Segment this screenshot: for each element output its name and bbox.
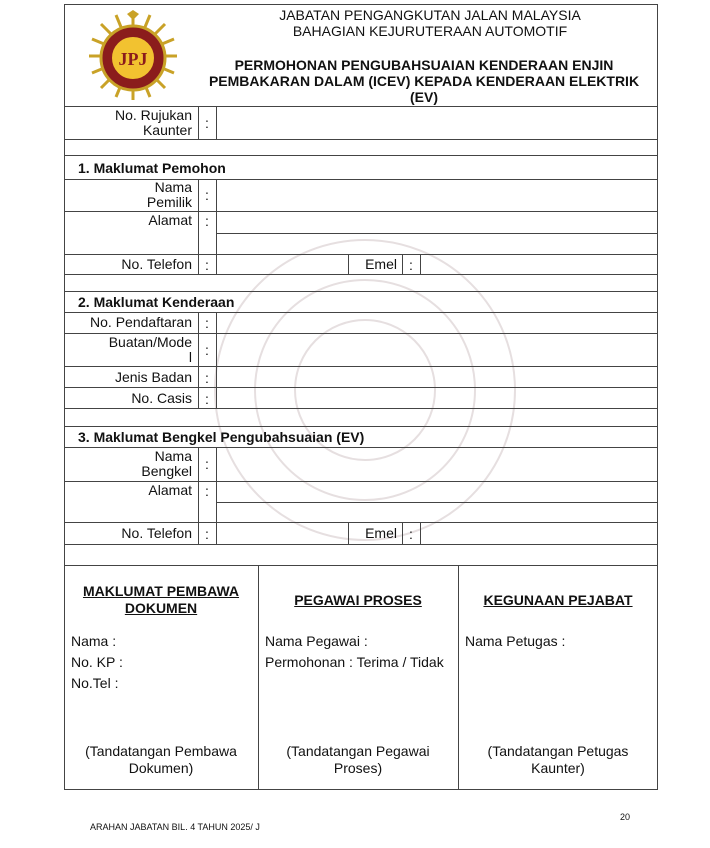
owner-address-field[interactable] — [217, 212, 657, 253]
owner-name-colon: : — [205, 187, 209, 203]
office-staff-name: Nama Petugas : — [465, 633, 566, 649]
office-box-title: KEGUNAAN PEJABAT — [483, 592, 633, 608]
body-type-field[interactable] — [217, 367, 657, 386]
officer-box-title: PEGAWAI PROSES — [294, 592, 422, 608]
form-title-line1: PERMOHONAN PENGUBAHSUAIAN KENDERAAN ENJIN — [234, 57, 614, 73]
registration-colon: : — [205, 315, 209, 331]
bearer-name: Nama : — [71, 633, 117, 649]
office-signature: (Tandatangan Petugas Kaunter) — [487, 743, 629, 776]
chassis-field[interactable] — [217, 388, 657, 407]
owner-address-label: Alamat — [148, 212, 192, 228]
model-field[interactable] — [217, 334, 657, 365]
agency-name: JABATAN PENGANGKUTAN JALAN MALAYSIA — [279, 7, 581, 23]
directive-reference: ARAHAN JABATAN BIL. 4 TAHUN 2025/ J — [90, 822, 260, 832]
bearer-signature: (Tandatangan Pembawa Dokumen) — [85, 743, 237, 776]
counter-ref-label: No. Rujukan Kaunter — [114, 107, 192, 138]
counter-ref-colon: : — [205, 115, 209, 131]
owner-email-colon: : — [409, 257, 413, 273]
section2-title: 2. Maklumat Kenderaan — [78, 294, 235, 310]
officer-name: Nama Pegawai : — [265, 633, 368, 649]
body-type-label: Jenis Badan — [114, 369, 192, 385]
body-type-colon: : — [205, 370, 209, 386]
workshop-phone-label: No. Telefon — [121, 525, 192, 541]
section3-title: 3. Maklumat Bengkel Pengubahsuaian (EV) — [78, 429, 365, 445]
owner-phone-field[interactable] — [217, 255, 347, 273]
registration-field[interactable] — [217, 313, 657, 332]
workshop-phone-field[interactable] — [217, 523, 347, 543]
chassis-label: No. Casis — [131, 390, 192, 406]
division-name: BAHAGIAN KEJURUTERAAN AUTOMOTIF — [292, 23, 568, 39]
workshop-email-label: Emel — [365, 525, 397, 541]
officer-application-status: Permohonan : Terima / Tidak — [265, 654, 444, 670]
workshop-address-field[interactable] — [217, 482, 657, 521]
chassis-colon: : — [205, 391, 209, 407]
officer-signature: (Tandatangan Pegawai Proses) — [286, 743, 430, 776]
owner-phone-label: No. Telefon — [121, 256, 192, 272]
page-number: 20 — [620, 812, 631, 822]
form-title-line2: PEMBAKARAN DALAM (ICEV) KEPADA KENDERAAN ELEKTRIK — [208, 73, 640, 89]
bearer-box-title: MAKLUMAT PEMBAWA DOKUMEN — [82, 583, 240, 616]
model-colon: : — [205, 342, 209, 358]
workshop-name-field[interactable] — [217, 448, 657, 480]
workshop-address-colon: : — [205, 483, 209, 499]
owner-address-colon: : — [205, 213, 209, 229]
workshop-address-label: Alamat — [148, 482, 192, 498]
counter-ref-field[interactable] — [217, 107, 657, 138]
owner-phone-colon: : — [205, 257, 209, 273]
bearer-ic: No. KP : — [71, 654, 123, 670]
workshop-name-label: Nama Bengkel — [141, 448, 192, 479]
owner-name-label: Nama Pemilik — [146, 179, 192, 210]
workshop-phone-colon: : — [205, 526, 209, 542]
owner-email-field[interactable] — [421, 255, 657, 273]
registration-label: No. Pendaftaran — [90, 314, 192, 330]
owner-name-field[interactable] — [217, 180, 657, 210]
svg-text:JPJ: JPJ — [118, 49, 148, 69]
bearer-tel: No.Tel : — [71, 675, 119, 691]
model-label: Buatan/Mode l — [108, 334, 192, 365]
jpj-logo-icon — [87, 10, 179, 102]
workshop-email-field[interactable] — [421, 523, 657, 543]
owner-email-label: Emel — [365, 256, 397, 272]
workshop-email-colon: : — [409, 526, 413, 542]
form-title-line3: (EV) — [410, 89, 438, 105]
workshop-name-colon: : — [205, 456, 209, 472]
section1-title: 1. Maklumat Pemohon — [78, 160, 226, 176]
